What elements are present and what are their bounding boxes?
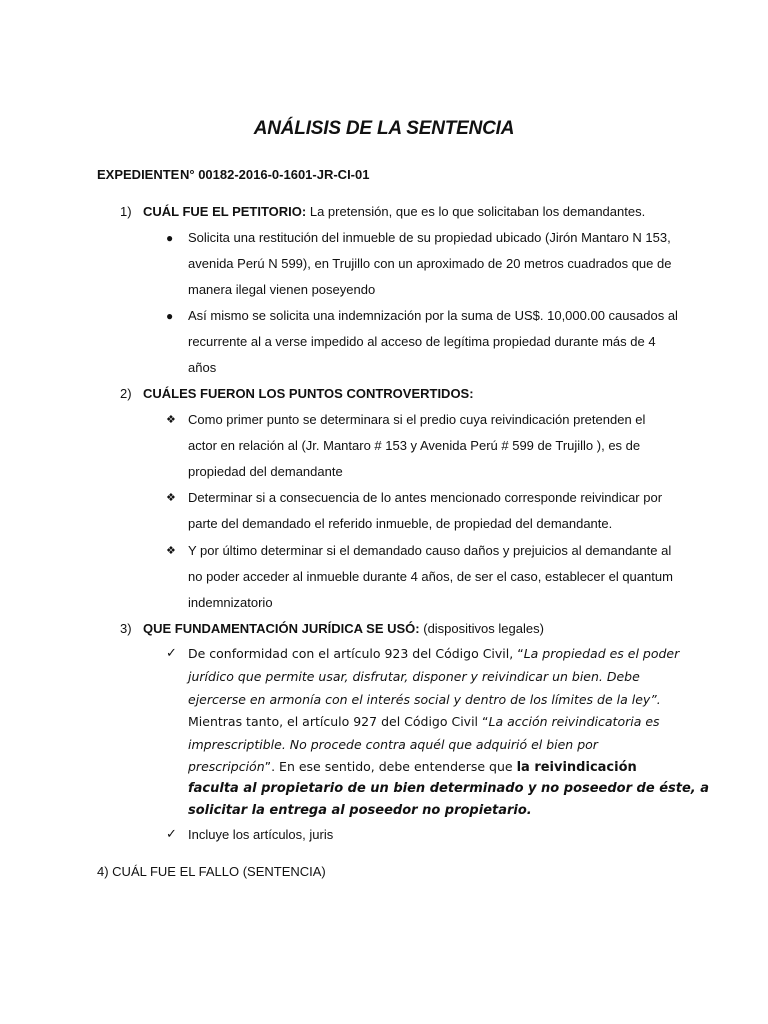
q1-bullet2-line2: recurrente al a verse impedido al acceso de legítima propiedad durante más de 4 (188, 334, 656, 349)
q2-bullet3-line3: indemnizatorio (188, 595, 273, 610)
q3-rest: (dispositivos legales) (419, 621, 544, 636)
q3-p1-line2: jurídico que permite usar, disfrutar, disponer y reivindicar un bien. Debe (188, 669, 640, 684)
q3-p1-line7: faculta al propietario de un bien determinado y no poseedor de éste, a (188, 781, 710, 796)
q3-p1-line5: imprescriptible. No procede contra aquél que adquirió el bien por (188, 737, 598, 752)
diamond-bullet-icon: ❖ (166, 492, 176, 504)
q1-bullet2-line3: años (188, 360, 217, 375)
q2-bullet2-line2: parte del demandado el referido inmueble, de propiedad del demandante. (188, 516, 613, 531)
expediente-label: EXPEDIENTE (97, 167, 180, 182)
q2-bullet3-line1: Y por último determinar si el demandado causo daños y prejuicios al demandante al (188, 543, 672, 558)
diamond-bullet-icon: ❖ (166, 545, 176, 557)
q1-bullet1-line2: avenida Perú N 599), en Trujillo con un aproximado de 20 metros cuadrados que de (188, 256, 672, 271)
diamond-bullet-icon: ❖ (166, 414, 176, 426)
document-title: ANÁLISIS DE LA SENTENCIA (253, 118, 515, 139)
bullet-dot-icon: ● (166, 309, 174, 323)
q2-heading: CUÁLES FUERON LOS PUNTOS CONTROVERTIDOS: (143, 386, 474, 401)
q3-p1-line8: solicitar la entrega al poseedor no propietario. (188, 803, 532, 818)
q3-p1-line4: Mientras tanto, el artículo 927 del Código Civil “La acción reivindicatoria es (188, 714, 660, 729)
q3-heading: QUE FUNDAMENTACIÓN JURÍDICA SE USÓ: (143, 621, 420, 636)
checkmark-icon: ✓ (166, 826, 177, 841)
q4-heading: 4) CUÁL FUE EL FALLO (SENTENCIA) (97, 864, 326, 879)
q1-bullet2-line1: Así mismo se solicita una indemnización por la suma de US$. 10,000.00 causados al (188, 308, 678, 323)
q1-line (143, 204, 645, 219)
q3-number: 3) (120, 621, 132, 636)
q3-p2: Incluye los artículos, juris (188, 827, 334, 842)
q3-p1-line1: De conformidad con el artículo 923 del Código Civil, “La propiedad es el poder (188, 646, 680, 661)
q2-bullet2-line1: Determinar si a consecuencia de lo antes mencionado corresponde reivindicar por (188, 490, 663, 505)
q2-number: 2) (120, 386, 132, 401)
q1-rest: La pretensión, que es lo que solicitaban los demandantes. (306, 204, 646, 219)
q3-p1-line6: prescripción”. En ese sentido, debe entenderse que la reivindicación (188, 759, 637, 775)
q1-bullet1-line1: Solicita una restitución del inmueble de su propiedad ubicado (Jirón Mantaro N 153, (188, 230, 671, 245)
expediente-number: N° 00182-2016-0-1601-JR-CI-01 (180, 167, 370, 182)
q3-p1-line3: ejercerse en armonía con el interés social y dentro de los límites de la ley”. (188, 692, 661, 707)
q1-heading: CUÁL FUE EL PETITORIO: (143, 204, 307, 219)
q2-bullet1-line3: propiedad del demandante (188, 464, 343, 479)
bullet-dot-icon: ● (166, 231, 174, 245)
q2-bullet1-line2: actor en relación al (Jr. Mantaro # 153 y Avenida Perú # 599 de Trujillo ), es de (188, 438, 641, 453)
q2-bullet3-line2: no poder acceder al inmueble durante 4 años, de ser el caso, establecer el quantum (188, 569, 673, 584)
q3-line (143, 621, 544, 636)
checkmark-icon: ✓ (166, 645, 177, 660)
q1-number: 1) (120, 204, 132, 219)
q1-bullet1-line3: manera ilegal vienen poseyendo (188, 282, 376, 297)
q2-bullet1-line1: Como primer punto se determinara si el predio cuya reivindicación pretenden el (188, 412, 646, 427)
